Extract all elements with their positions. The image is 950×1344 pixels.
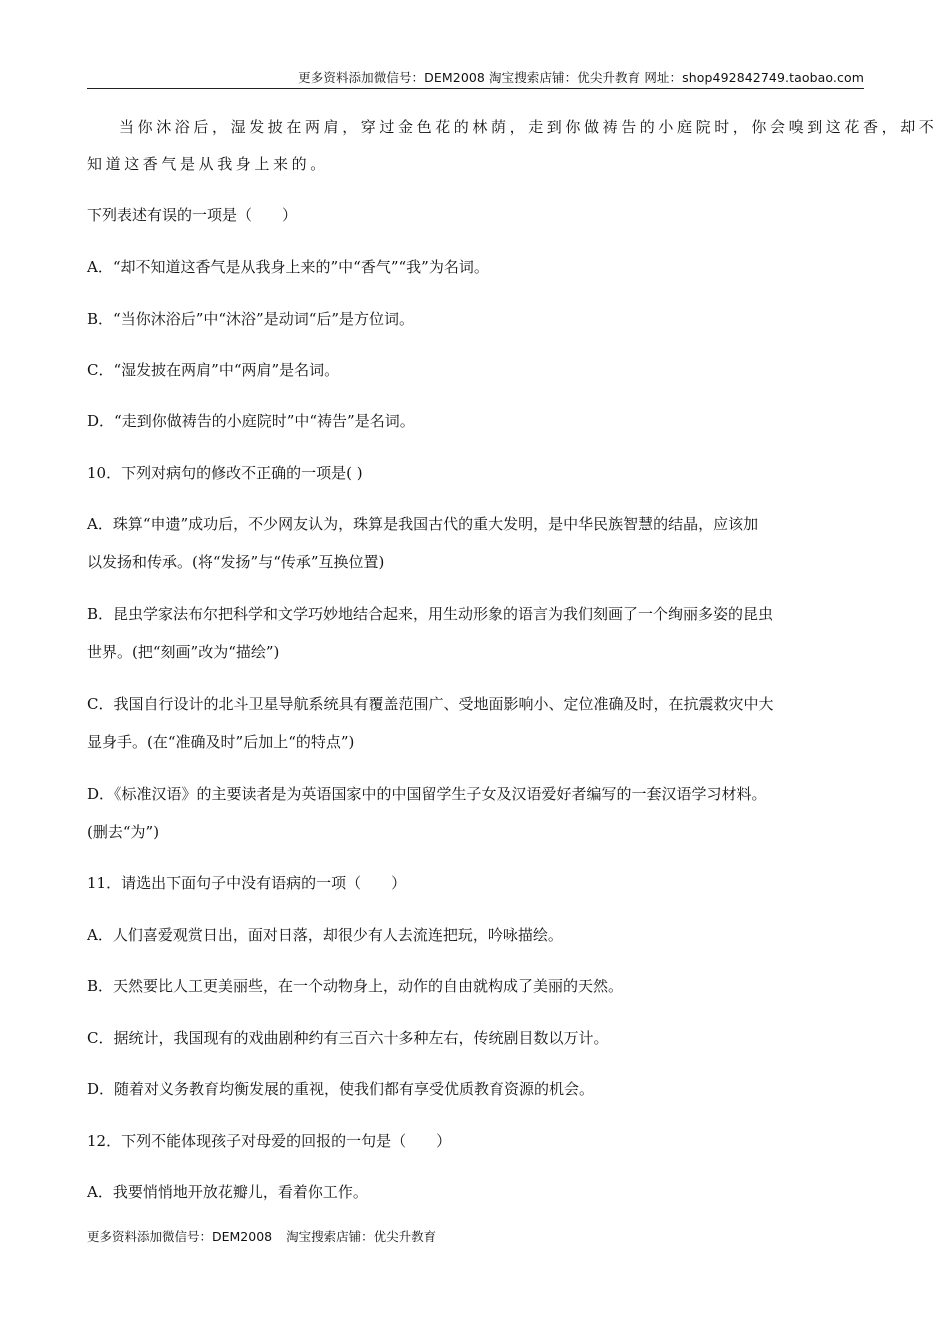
question-10-option-d-line-1: D．《标准汉语》的主要读者是为英语国家中的中国留学生子女及汉语爱好者编写的一套汉语学习材料。 (87, 785, 767, 803)
question-11-stem: 11．请选出下面句子中没有语病的一项（ ） (87, 874, 407, 892)
page-footer (87, 1227, 436, 1247)
footer-wechat: 更多资料添加微信号：DEM2008 (87, 1229, 273, 1244)
header-divider (87, 88, 864, 89)
question-10-option-c-line-1: C．我国自行设计的北斗卫星导航系统具有覆盖范围广、受地面影响小、定位准确及时，在抗震救灾中大 (87, 695, 774, 713)
question-9-option-b: B．“当你沐浴后”中“沐浴”是动词“后”是方位词。 (87, 310, 415, 328)
question-9-option-d: D．“走到你做祷告的小庭院时”中“祷告”是名词。 (87, 412, 415, 430)
question-10-option-b-line-2: 世界。(把“刻画”改为“描绘”) (87, 643, 280, 661)
question-10-stem: 10．下列对病句的修改不正确的一项是( ) (87, 464, 363, 482)
question-9-option-a: A．“却不知道这香气是从我身上来的”中“香气”“我”为名词。 (87, 258, 489, 276)
passage-line-2: 知道这香气是从我身上来的。 (87, 155, 329, 173)
question-12-option-a: A．我要悄悄地开放花瓣儿，看着你工作。 (87, 1183, 368, 1201)
question-11-option-c: C．据统计，我国现有的戏曲剧种约有三百六十多种左右，传统剧目数以万计。 (87, 1029, 609, 1047)
question-11-option-d: D．随着对义务教育均衡发展的重视，使我们都有享受优质教育资源的机会。 (87, 1080, 595, 1098)
question-11-option-a: A．人们喜爱观赏日出，面对日落，却很少有人去流连把玩，吟咏描绘。 (87, 926, 563, 944)
question-10-option-b-line-1: B．昆虫学家法布尔把科学和文学巧妙地结合起来，用生动形象的语言为我们刻画了一个绚丽多姿的昆虫 (87, 605, 774, 623)
question-9-option-c: C．“湿发披在两肩”中“两肩”是名词。 (87, 361, 340, 379)
question-11-option-b: B．天然要比人工更美丽些，在一个动物身上，动作的自由就构成了美丽的天然。 (87, 977, 624, 995)
question-9-stem: 下列表述有误的一项是（ ） (87, 206, 298, 224)
question-10-option-c-line-2: 显身手。(在“准确及时”后加上“的特点”) (87, 733, 355, 751)
passage-line-1: 当你沐浴后，湿发披在两肩，穿过金色花的林荫，走到你做祷告的小庭院时，你会嗅到这花香，却不 (119, 118, 938, 136)
page-header: 更多资料添加微信号：DEM2008 淘宝搜索店铺：优尖升教育 网址：shop492842749.taobao.com (298, 70, 864, 85)
footer-shop: 淘宝搜索店铺：优尖升教育 (286, 1229, 437, 1244)
question-12-stem: 12．下列不能体现孩子对母爱的回报的一句是（ ） (87, 1132, 452, 1150)
question-10-option-a-line-1: A．珠算“申遗”成功后，不少网友认为，珠算是我国古代的重大发明，是中华民族智慧的结晶，应该加 (87, 515, 759, 533)
question-10-option-a-line-2: 以发扬和传承。(将“发扬”与“传承”互换位置) (87, 553, 385, 571)
question-10-option-d-line-2: (删去“为”) (87, 823, 160, 841)
